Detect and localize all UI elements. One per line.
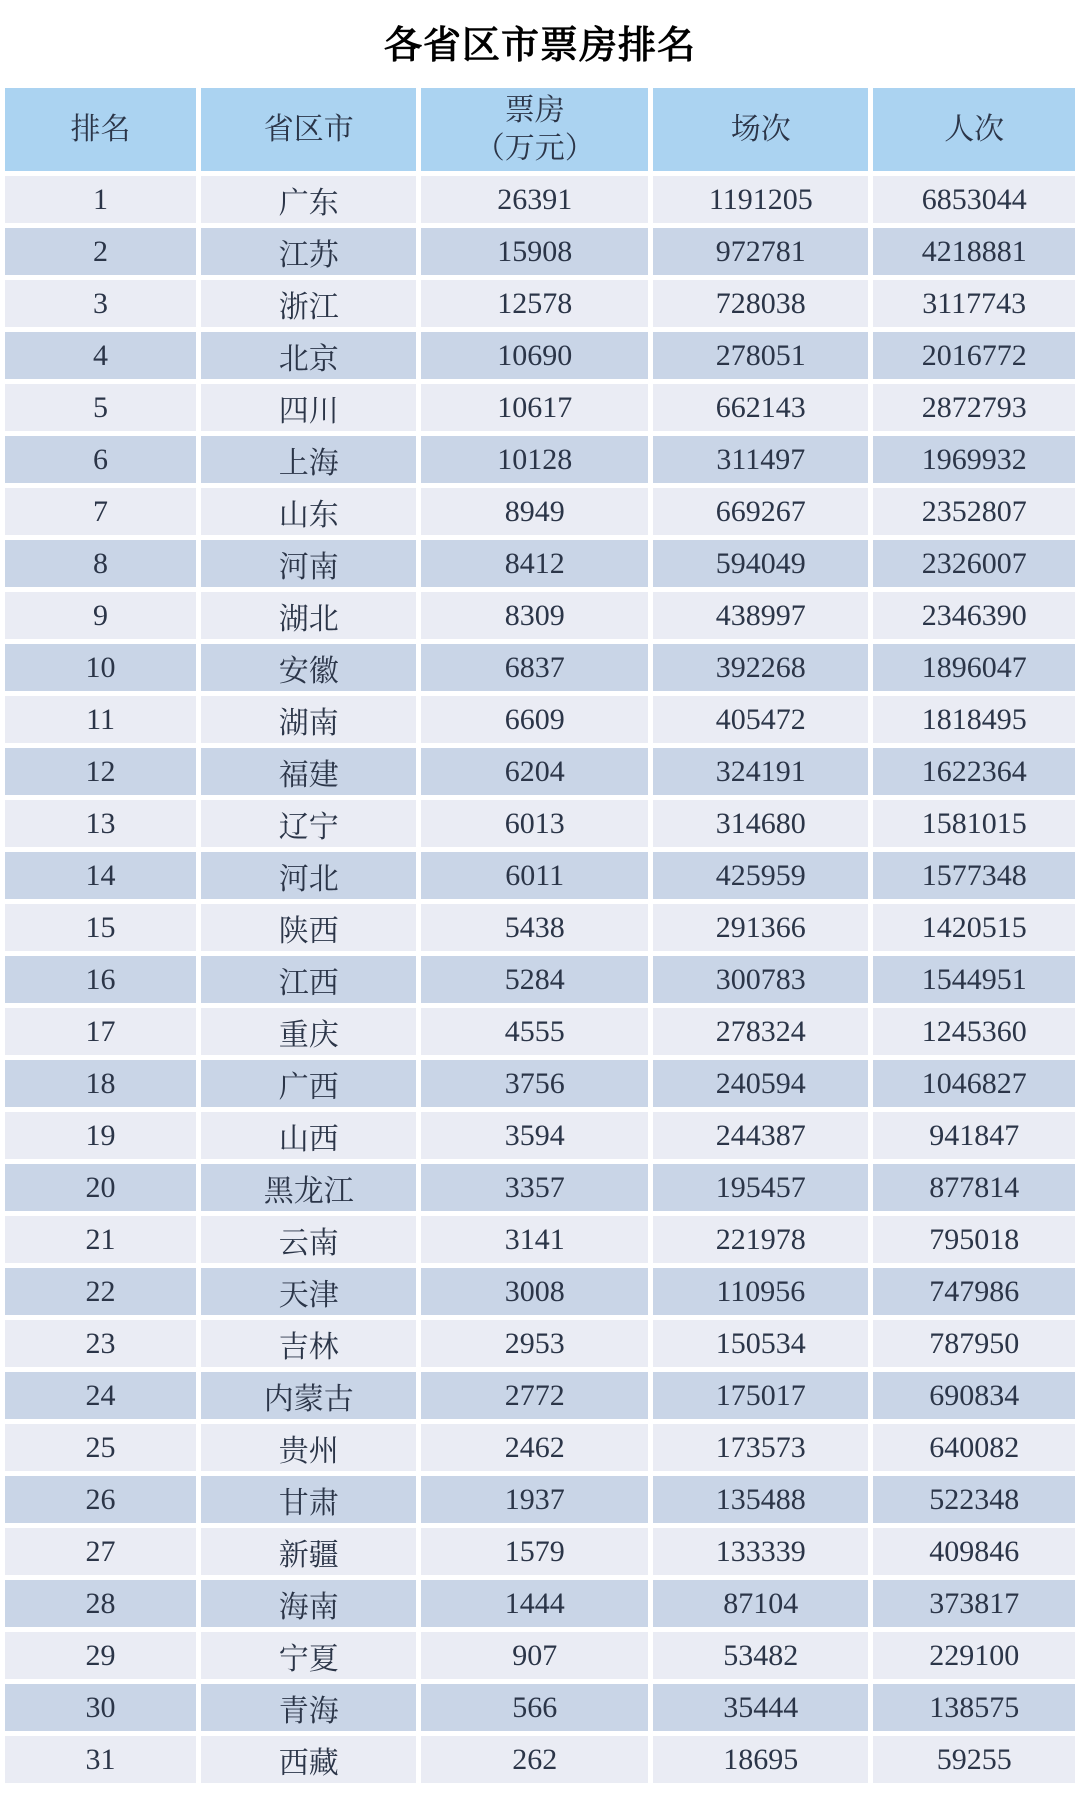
province-cell: 上海 [201, 436, 416, 483]
page-title: 各省区市票房排名 [383, 25, 696, 67]
boxoffice-cell: 6011 [421, 852, 648, 899]
province-cell: 辽宁 [201, 800, 416, 847]
rank-cell: 10 [5, 644, 196, 691]
boxoffice-cell: 2772 [421, 1372, 648, 1419]
sessions-cell: 314680 [653, 800, 868, 847]
rank-cell: 19 [5, 1112, 196, 1159]
table-row [5, 1008, 1075, 1055]
admissions-cell: 2872793 [873, 384, 1075, 431]
admissions-cell: 3117743 [873, 280, 1075, 327]
boxoffice-cell: 5438 [421, 904, 648, 951]
table-row [5, 488, 1075, 535]
sessions-cell: 175017 [653, 1372, 868, 1419]
rank-cell: 29 [5, 1632, 196, 1679]
boxoffice-cell: 5284 [421, 956, 648, 1003]
sessions-cell: 240594 [653, 1060, 868, 1107]
admissions-cell: 787950 [873, 1320, 1075, 1367]
table-row [5, 1736, 1075, 1783]
sessions-cell: 35444 [653, 1684, 868, 1731]
table-row [5, 852, 1075, 899]
admissions-cell: 522348 [873, 1476, 1075, 1523]
boxoffice-cell: 4555 [421, 1008, 648, 1055]
rank-cell: 24 [5, 1372, 196, 1419]
province-cell: 浙江 [201, 280, 416, 327]
sessions-cell: 291366 [653, 904, 868, 951]
sessions-cell: 324191 [653, 748, 868, 795]
table-row [5, 384, 1075, 431]
column-header-boxoffice: 票房 （万元） [421, 88, 648, 171]
table-row [5, 332, 1075, 379]
sessions-cell: 594049 [653, 540, 868, 587]
boxoffice-cell: 1444 [421, 1580, 648, 1627]
admissions-cell: 690834 [873, 1372, 1075, 1419]
province-cell: 内蒙古 [201, 1372, 416, 1419]
admissions-cell: 1581015 [873, 800, 1075, 847]
sessions-cell: 133339 [653, 1528, 868, 1575]
admissions-cell: 1245360 [873, 1008, 1075, 1055]
boxoffice-cell: 26391 [421, 176, 648, 223]
sessions-cell: 669267 [653, 488, 868, 535]
province-cell: 青海 [201, 1684, 416, 1731]
table-row [5, 1684, 1075, 1731]
sessions-cell: 972781 [653, 228, 868, 275]
table-row [5, 1580, 1075, 1627]
rank-cell: 20 [5, 1164, 196, 1211]
table-row [5, 228, 1075, 275]
table-row [5, 904, 1075, 951]
province-cell: 北京 [201, 332, 416, 379]
table-row [5, 280, 1075, 327]
sessions-cell: 278051 [653, 332, 868, 379]
admissions-cell: 138575 [873, 1684, 1075, 1731]
table-row [5, 696, 1075, 743]
rank-cell: 23 [5, 1320, 196, 1367]
sessions-cell: 392268 [653, 644, 868, 691]
boxoffice-cell: 15908 [421, 228, 648, 275]
province-cell: 湖北 [201, 592, 416, 639]
boxoffice-cell: 3756 [421, 1060, 648, 1107]
boxoffice-cell: 10690 [421, 332, 648, 379]
table-row [5, 1268, 1075, 1315]
boxoffice-cell: 2462 [421, 1424, 648, 1471]
province-cell: 安徽 [201, 644, 416, 691]
admissions-cell: 2326007 [873, 540, 1075, 587]
table-row [5, 1320, 1075, 1367]
table-body [5, 176, 1075, 1783]
rank-cell: 14 [5, 852, 196, 899]
sessions-cell: 173573 [653, 1424, 868, 1471]
boxoffice-cell: 8412 [421, 540, 648, 587]
rank-cell: 12 [5, 748, 196, 795]
admissions-cell: 795018 [873, 1216, 1075, 1263]
admissions-cell: 747986 [873, 1268, 1075, 1315]
boxoffice-cell: 10128 [421, 436, 648, 483]
sessions-cell: 135488 [653, 1476, 868, 1523]
table-row [5, 800, 1075, 847]
province-cell: 吉林 [201, 1320, 416, 1367]
admissions-cell: 4218881 [873, 228, 1075, 275]
boxoffice-cell: 3008 [421, 1268, 648, 1315]
province-cell: 云南 [201, 1216, 416, 1263]
province-cell: 江西 [201, 956, 416, 1003]
rank-cell: 18 [5, 1060, 196, 1107]
province-cell: 山东 [201, 488, 416, 535]
admissions-cell: 1420515 [873, 904, 1075, 951]
province-cell: 广西 [201, 1060, 416, 1107]
province-cell: 广东 [201, 176, 416, 223]
rank-cell: 11 [5, 696, 196, 743]
table-row [5, 1112, 1075, 1159]
admissions-cell: 941847 [873, 1112, 1075, 1159]
rank-cell: 13 [5, 800, 196, 847]
boxoffice-cell: 3594 [421, 1112, 648, 1159]
admissions-cell: 1046827 [873, 1060, 1075, 1107]
rank-cell: 16 [5, 956, 196, 1003]
rank-cell: 1 [5, 176, 196, 223]
province-cell: 天津 [201, 1268, 416, 1315]
rank-cell: 9 [5, 592, 196, 639]
province-cell: 西藏 [201, 1736, 416, 1783]
boxoffice-cell: 8949 [421, 488, 648, 535]
rank-cell: 26 [5, 1476, 196, 1523]
sessions-cell: 278324 [653, 1008, 868, 1055]
boxoffice-cell: 3357 [421, 1164, 648, 1211]
rank-cell: 7 [5, 488, 196, 535]
admissions-cell: 2016772 [873, 332, 1075, 379]
admissions-cell: 1622364 [873, 748, 1075, 795]
boxoffice-cell: 6609 [421, 696, 648, 743]
boxoffice-cell: 1937 [421, 1476, 648, 1523]
table-row [5, 1528, 1075, 1575]
boxoffice-cell: 907 [421, 1632, 648, 1679]
rank-cell: 6 [5, 436, 196, 483]
province-cell: 福建 [201, 748, 416, 795]
admissions-cell: 6853044 [873, 176, 1075, 223]
province-cell: 陕西 [201, 904, 416, 951]
column-header-province: 省区市 [201, 88, 416, 171]
admissions-cell: 1969932 [873, 436, 1075, 483]
rank-cell: 21 [5, 1216, 196, 1263]
boxoffice-cell: 6837 [421, 644, 648, 691]
rank-cell: 15 [5, 904, 196, 951]
column-header-rank: 排名 [5, 88, 196, 171]
rank-cell: 8 [5, 540, 196, 587]
title-bar [0, 0, 1080, 83]
admissions-cell: 229100 [873, 1632, 1075, 1679]
province-cell: 河北 [201, 852, 416, 899]
boxoffice-cell: 6013 [421, 800, 648, 847]
table-row [5, 592, 1075, 639]
header-row [5, 88, 1075, 171]
rank-cell: 28 [5, 1580, 196, 1627]
sessions-cell: 87104 [653, 1580, 868, 1627]
admissions-cell: 2346390 [873, 592, 1075, 639]
province-cell: 甘肃 [201, 1476, 416, 1523]
table-row [5, 436, 1075, 483]
table-row [5, 1372, 1075, 1419]
province-cell: 新疆 [201, 1528, 416, 1575]
sessions-cell: 438997 [653, 592, 868, 639]
province-cell: 湖南 [201, 696, 416, 743]
table-row [5, 1060, 1075, 1107]
province-cell: 贵州 [201, 1424, 416, 1471]
admissions-cell: 1896047 [873, 644, 1075, 691]
admissions-cell: 1544951 [873, 956, 1075, 1003]
box-office-ranking-table [0, 83, 1080, 1788]
sessions-cell: 110956 [653, 1268, 868, 1315]
admissions-cell: 1577348 [873, 852, 1075, 899]
sessions-cell: 425959 [653, 852, 868, 899]
admissions-cell: 1818495 [873, 696, 1075, 743]
column-header-admissions: 人次 [873, 88, 1075, 171]
rank-cell: 30 [5, 1684, 196, 1731]
rank-cell: 17 [5, 1008, 196, 1055]
rank-cell: 25 [5, 1424, 196, 1471]
admissions-cell: 877814 [873, 1164, 1075, 1211]
province-cell: 四川 [201, 384, 416, 431]
rank-cell: 4 [5, 332, 196, 379]
table-row [5, 540, 1075, 587]
sessions-cell: 53482 [653, 1632, 868, 1679]
province-cell: 黑龙江 [201, 1164, 416, 1211]
province-cell: 江苏 [201, 228, 416, 275]
admissions-cell: 409846 [873, 1528, 1075, 1575]
sessions-cell: 244387 [653, 1112, 868, 1159]
boxoffice-cell: 6204 [421, 748, 648, 795]
rank-cell: 5 [5, 384, 196, 431]
sessions-cell: 405472 [653, 696, 868, 743]
sessions-cell: 18695 [653, 1736, 868, 1783]
boxoffice-cell: 12578 [421, 280, 648, 327]
province-cell: 山西 [201, 1112, 416, 1159]
boxoffice-cell: 8309 [421, 592, 648, 639]
table-row [5, 176, 1075, 223]
table-row [5, 956, 1075, 1003]
sessions-cell: 150534 [653, 1320, 868, 1367]
rank-cell: 2 [5, 228, 196, 275]
boxoffice-cell: 262 [421, 1736, 648, 1783]
rank-cell: 22 [5, 1268, 196, 1315]
boxoffice-cell: 566 [421, 1684, 648, 1731]
boxoffice-cell: 10617 [421, 384, 648, 431]
table-row [5, 1216, 1075, 1263]
sessions-cell: 728038 [653, 280, 868, 327]
table-row [5, 748, 1075, 795]
province-cell: 重庆 [201, 1008, 416, 1055]
admissions-cell: 2352807 [873, 488, 1075, 535]
rank-cell: 31 [5, 1736, 196, 1783]
table-row [5, 1476, 1075, 1523]
table-row [5, 1164, 1075, 1211]
rank-cell: 3 [5, 280, 196, 327]
admissions-cell: 59255 [873, 1736, 1075, 1783]
boxoffice-cell: 1579 [421, 1528, 648, 1575]
table-row [5, 644, 1075, 691]
table-row [5, 1632, 1075, 1679]
admissions-cell: 373817 [873, 1580, 1075, 1627]
table-row [5, 1424, 1075, 1471]
boxoffice-cell: 3141 [421, 1216, 648, 1263]
rank-cell: 27 [5, 1528, 196, 1575]
boxoffice-cell: 2953 [421, 1320, 648, 1367]
sessions-cell: 195457 [653, 1164, 868, 1211]
sessions-cell: 311497 [653, 436, 868, 483]
sessions-cell: 662143 [653, 384, 868, 431]
sessions-cell: 221978 [653, 1216, 868, 1263]
column-header-sessions: 场次 [653, 88, 868, 171]
province-cell: 河南 [201, 540, 416, 587]
province-cell: 海南 [201, 1580, 416, 1627]
sessions-cell: 1191205 [653, 176, 868, 223]
admissions-cell: 640082 [873, 1424, 1075, 1471]
province-cell: 宁夏 [201, 1632, 416, 1679]
sessions-cell: 300783 [653, 956, 868, 1003]
